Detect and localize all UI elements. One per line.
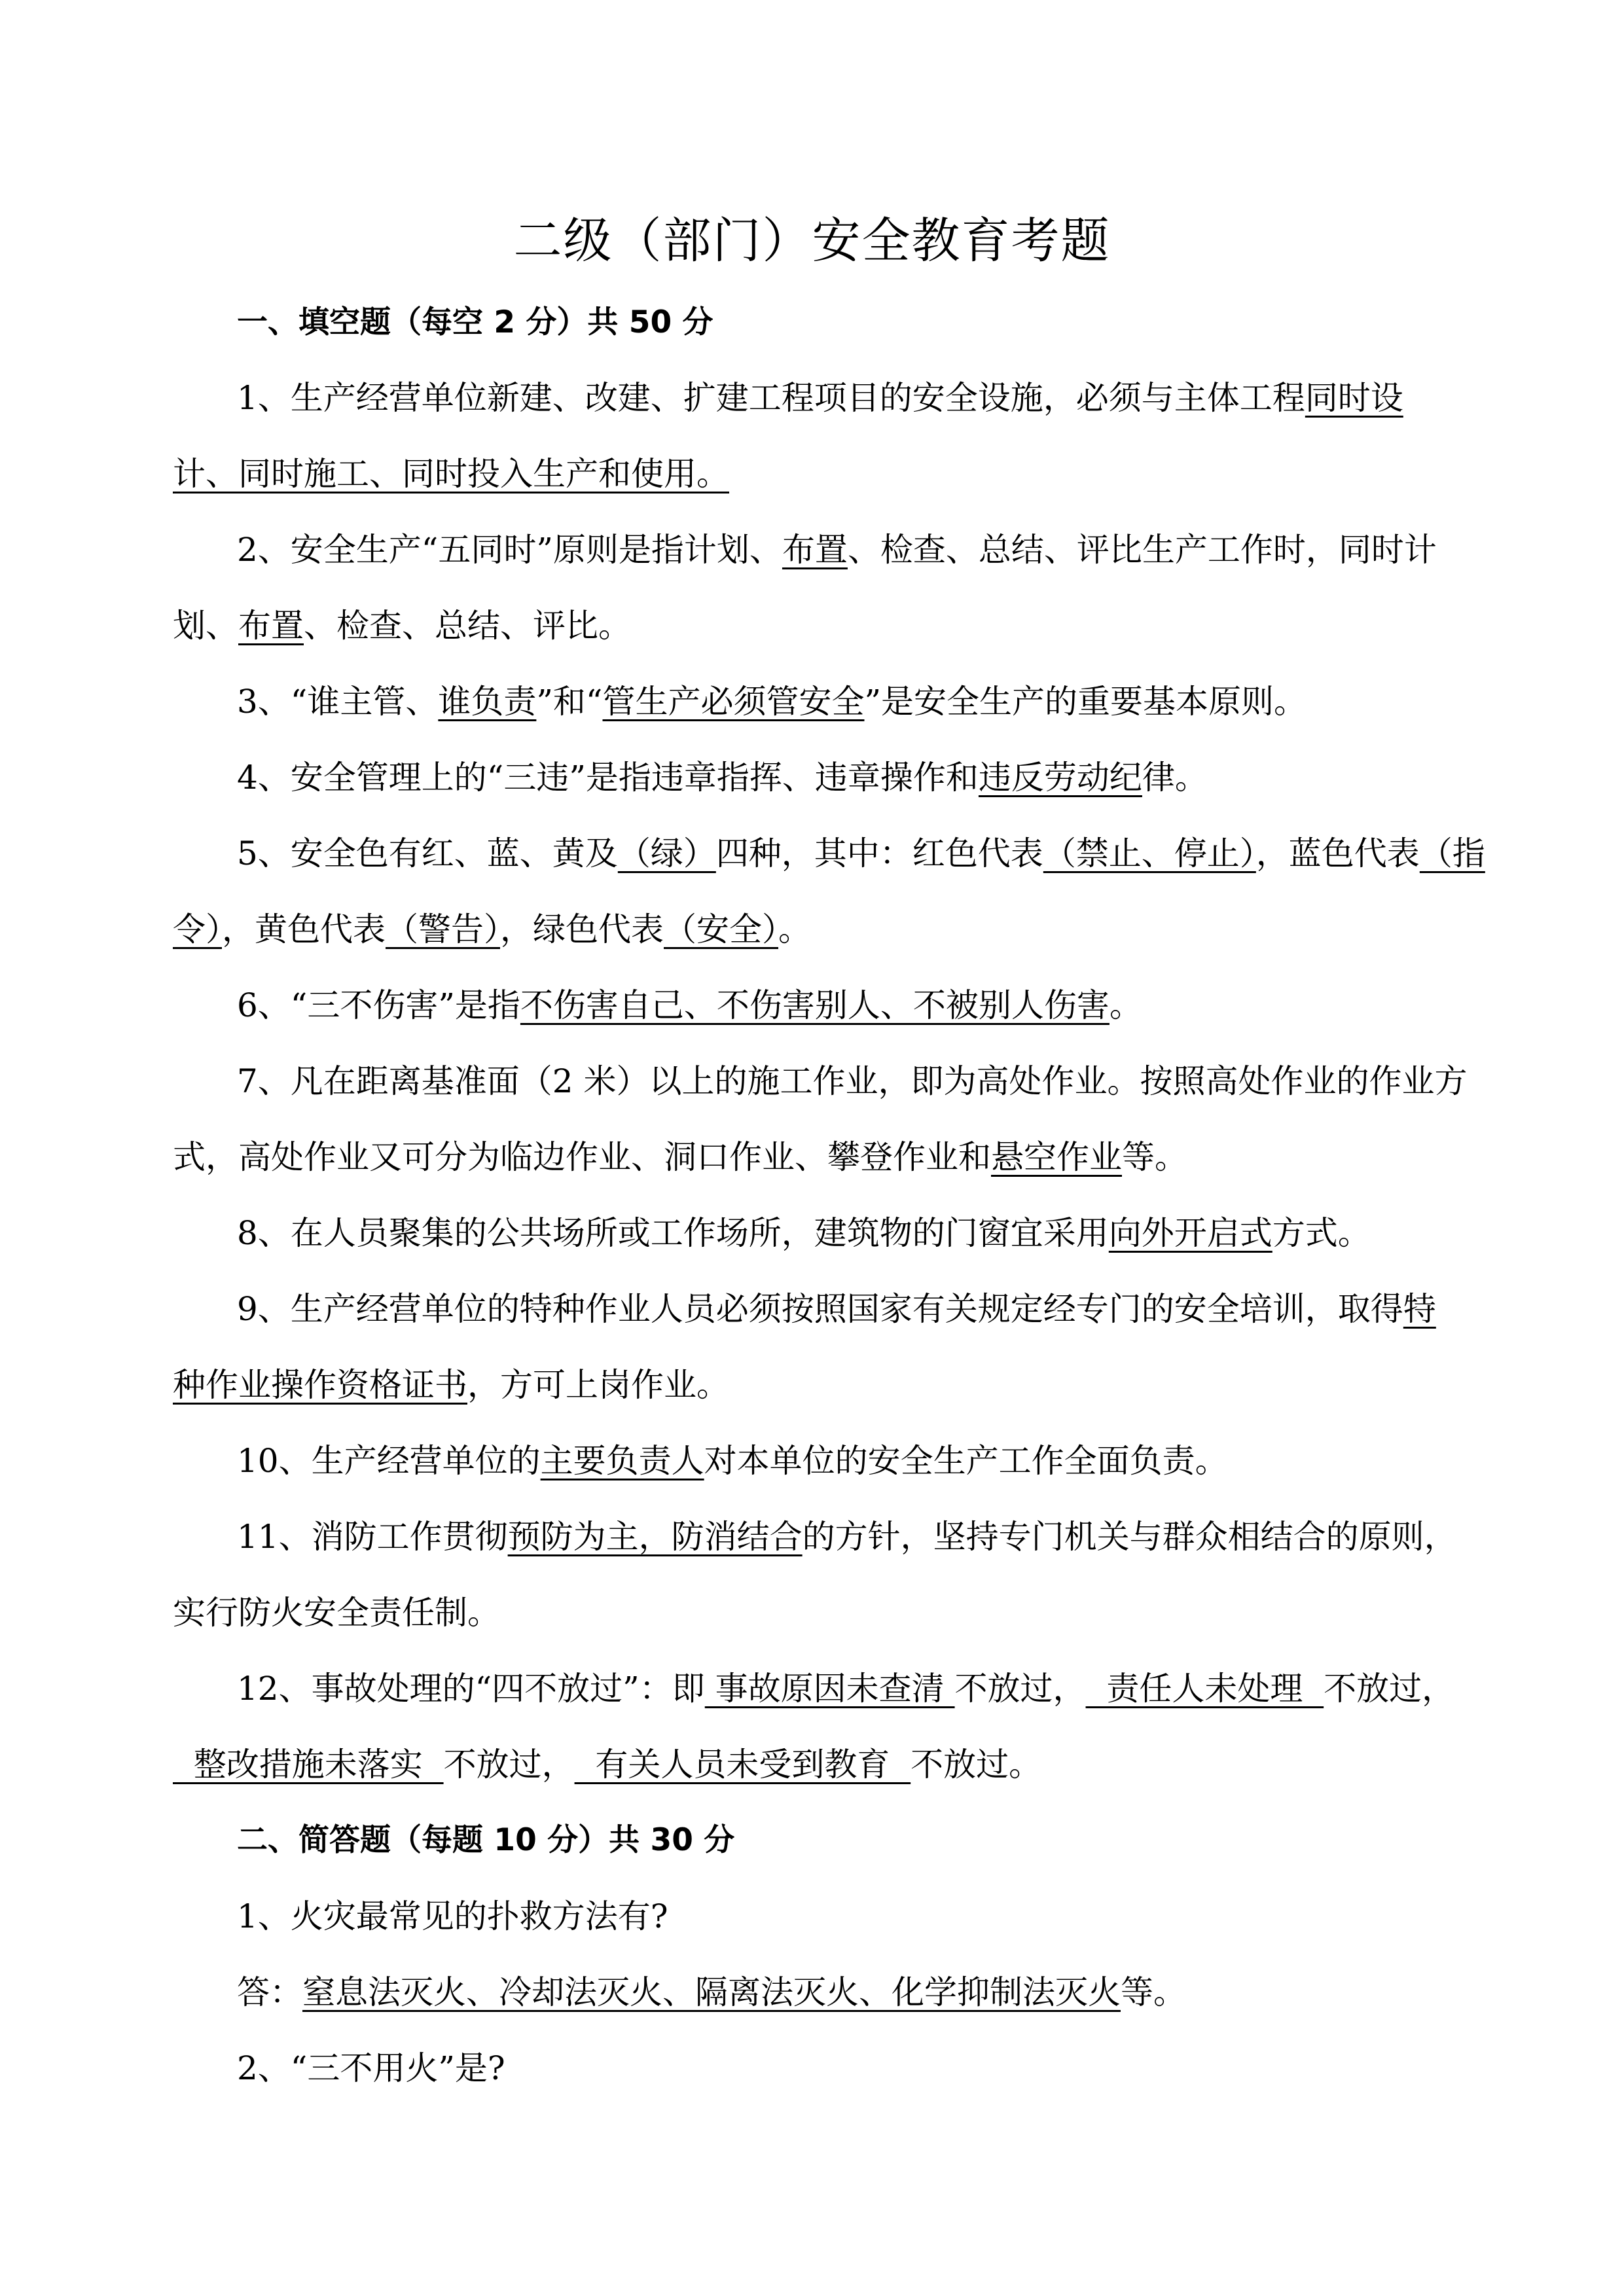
question-4: 4、安全管理上的“三违”是指违章指挥、违章操作和违反劳动纪律。 bbox=[237, 759, 1208, 797]
answer-blank: 同时设 bbox=[1305, 379, 1403, 417]
question-9-line-2: 种作业操作资格证书，方可上岗作业。 bbox=[173, 1366, 729, 1404]
page-title: 二级（部门）安全教育考题 bbox=[513, 213, 1111, 269]
answer-blank: 窒息法灭火、冷却法灭火、隔离法灭火、化学抑制法灭火 bbox=[302, 1973, 1121, 2011]
answer-blank: 令） bbox=[173, 910, 222, 948]
question-8: 8、在人员聚集的公共场所或工作场所，建筑物的门窗宜采用向外开启式方式。 bbox=[237, 1214, 1371, 1252]
question-1-line-2 bbox=[173, 451, 729, 497]
answer-blank: 布置 bbox=[782, 531, 848, 569]
answer-blank: （禁止、停止） bbox=[1043, 834, 1256, 872]
answer-blank: 违反劳动纪 bbox=[978, 759, 1142, 797]
question-11-line-2: 实行防火安全责任制。 bbox=[173, 1594, 500, 1632]
answer-blank: 主要负责人 bbox=[540, 1442, 704, 1480]
answer-blank: 向外开启式 bbox=[1108, 1214, 1272, 1252]
question-5-line-1: 5、安全色有红、蓝、黄及（绿）四种，其中：红色代表（禁止、停止），蓝色代表（指 bbox=[237, 834, 1485, 872]
question-7-line-2: 式，高处作业又可分为临边作业、洞口作业、攀登作业和悬空作业等。 bbox=[173, 1138, 1187, 1176]
answer-blank: 悬空作业 bbox=[991, 1138, 1122, 1176]
answer-blank: 布置 bbox=[238, 607, 304, 645]
answer-blank: 事故原因未查清 bbox=[704, 1670, 955, 1708]
answer-blank: 有关人员未受到教育 bbox=[574, 1746, 911, 1784]
answer-blank: 管生产必须管安全 bbox=[602, 683, 865, 721]
answer-blank: （绿） bbox=[617, 834, 716, 872]
question-12-line-1: 12、事故处理的“四不放过”：即 事故原因未查清 不放过， 责任人未处理 不放过， bbox=[237, 1670, 1455, 1708]
short-answer-answer-1: 答：窒息法灭火、冷却法灭火、隔离法灭火、化学抑制法灭火等。 bbox=[237, 1973, 1186, 2011]
question-3: 3、“谁主管、谁负责”和“管生产必须管安全”是安全生产的重要基本原则。 bbox=[237, 683, 1307, 721]
answer-blank: 预防为主，防消结合 bbox=[507, 1518, 803, 1556]
question-10: 10、生产经营单位的主要负责人对本单位的安全生产工作全面负责。 bbox=[237, 1442, 1228, 1480]
section-heading-fill-blank: 一、填空题（每空 2 分）共 50 分 bbox=[237, 304, 713, 340]
answer-blank: 不伤害自己、不伤害别人、不被别人伤害 bbox=[520, 986, 1110, 1024]
question-11-line-1: 11、消防工作贯彻预防为主，防消结合的方针，坚持专门机关与群众相结合的原则， bbox=[237, 1518, 1457, 1556]
question-2-line-2: 划、布置、检查、总结、评比。 bbox=[173, 607, 631, 645]
answer-blank: （安全） bbox=[664, 910, 778, 948]
question-7-line-1: 7、凡在距离基准面（2 米）以上的施工作业，即为高处作业。按照高处作业的作业方 bbox=[237, 1062, 1468, 1100]
question-6: 6、“三不伤害”是指不伤害自己、不伤害别人、不被别人伤害。 bbox=[237, 986, 1142, 1024]
question-1-line-1: 1、生产经营单位新建、改建、扩建工程项目的安全设施，必须与主体工程同时设 bbox=[237, 379, 1403, 417]
short-answer-question-2: 2、“三不用火”是? bbox=[237, 2049, 505, 2087]
section-heading-short-answer: 二、简答题（每题 10 分）共 30 分 bbox=[237, 1822, 735, 1858]
answer-blank: （警告） bbox=[386, 910, 500, 948]
answer-blank: 种作业操作资格证书 bbox=[173, 1366, 467, 1404]
answer-blank: 整改措施未落实 bbox=[173, 1746, 444, 1784]
answer-blank: 计、同时施工、同时投入生产和使用。 bbox=[173, 455, 729, 493]
short-answer-question-1: 1、火灾最常见的扑救方法有? bbox=[237, 1897, 668, 1935]
question-2-line-1: 2、安全生产“五同时”原则是指计划、布置、检查、总结、评比生产工作时，同时计 bbox=[237, 531, 1437, 569]
question-12-line-2: 整改措施未落实 不放过， 有关人员未受到教育 不放过。 bbox=[173, 1746, 1042, 1784]
question-5-line-2: 令），黄色代表（警告），绿色代表（安全）。 bbox=[173, 910, 811, 948]
answer-blank: 责任人未处理 bbox=[1085, 1670, 1324, 1708]
question-9-line-1: 9、生产经营单位的特种作业人员必须按照国家有关规定经专门的安全培训，取得特 bbox=[237, 1290, 1436, 1328]
answer-blank: 特 bbox=[1403, 1290, 1436, 1328]
answer-blank: （指 bbox=[1419, 834, 1485, 872]
answer-blank: 谁负责 bbox=[438, 683, 537, 721]
